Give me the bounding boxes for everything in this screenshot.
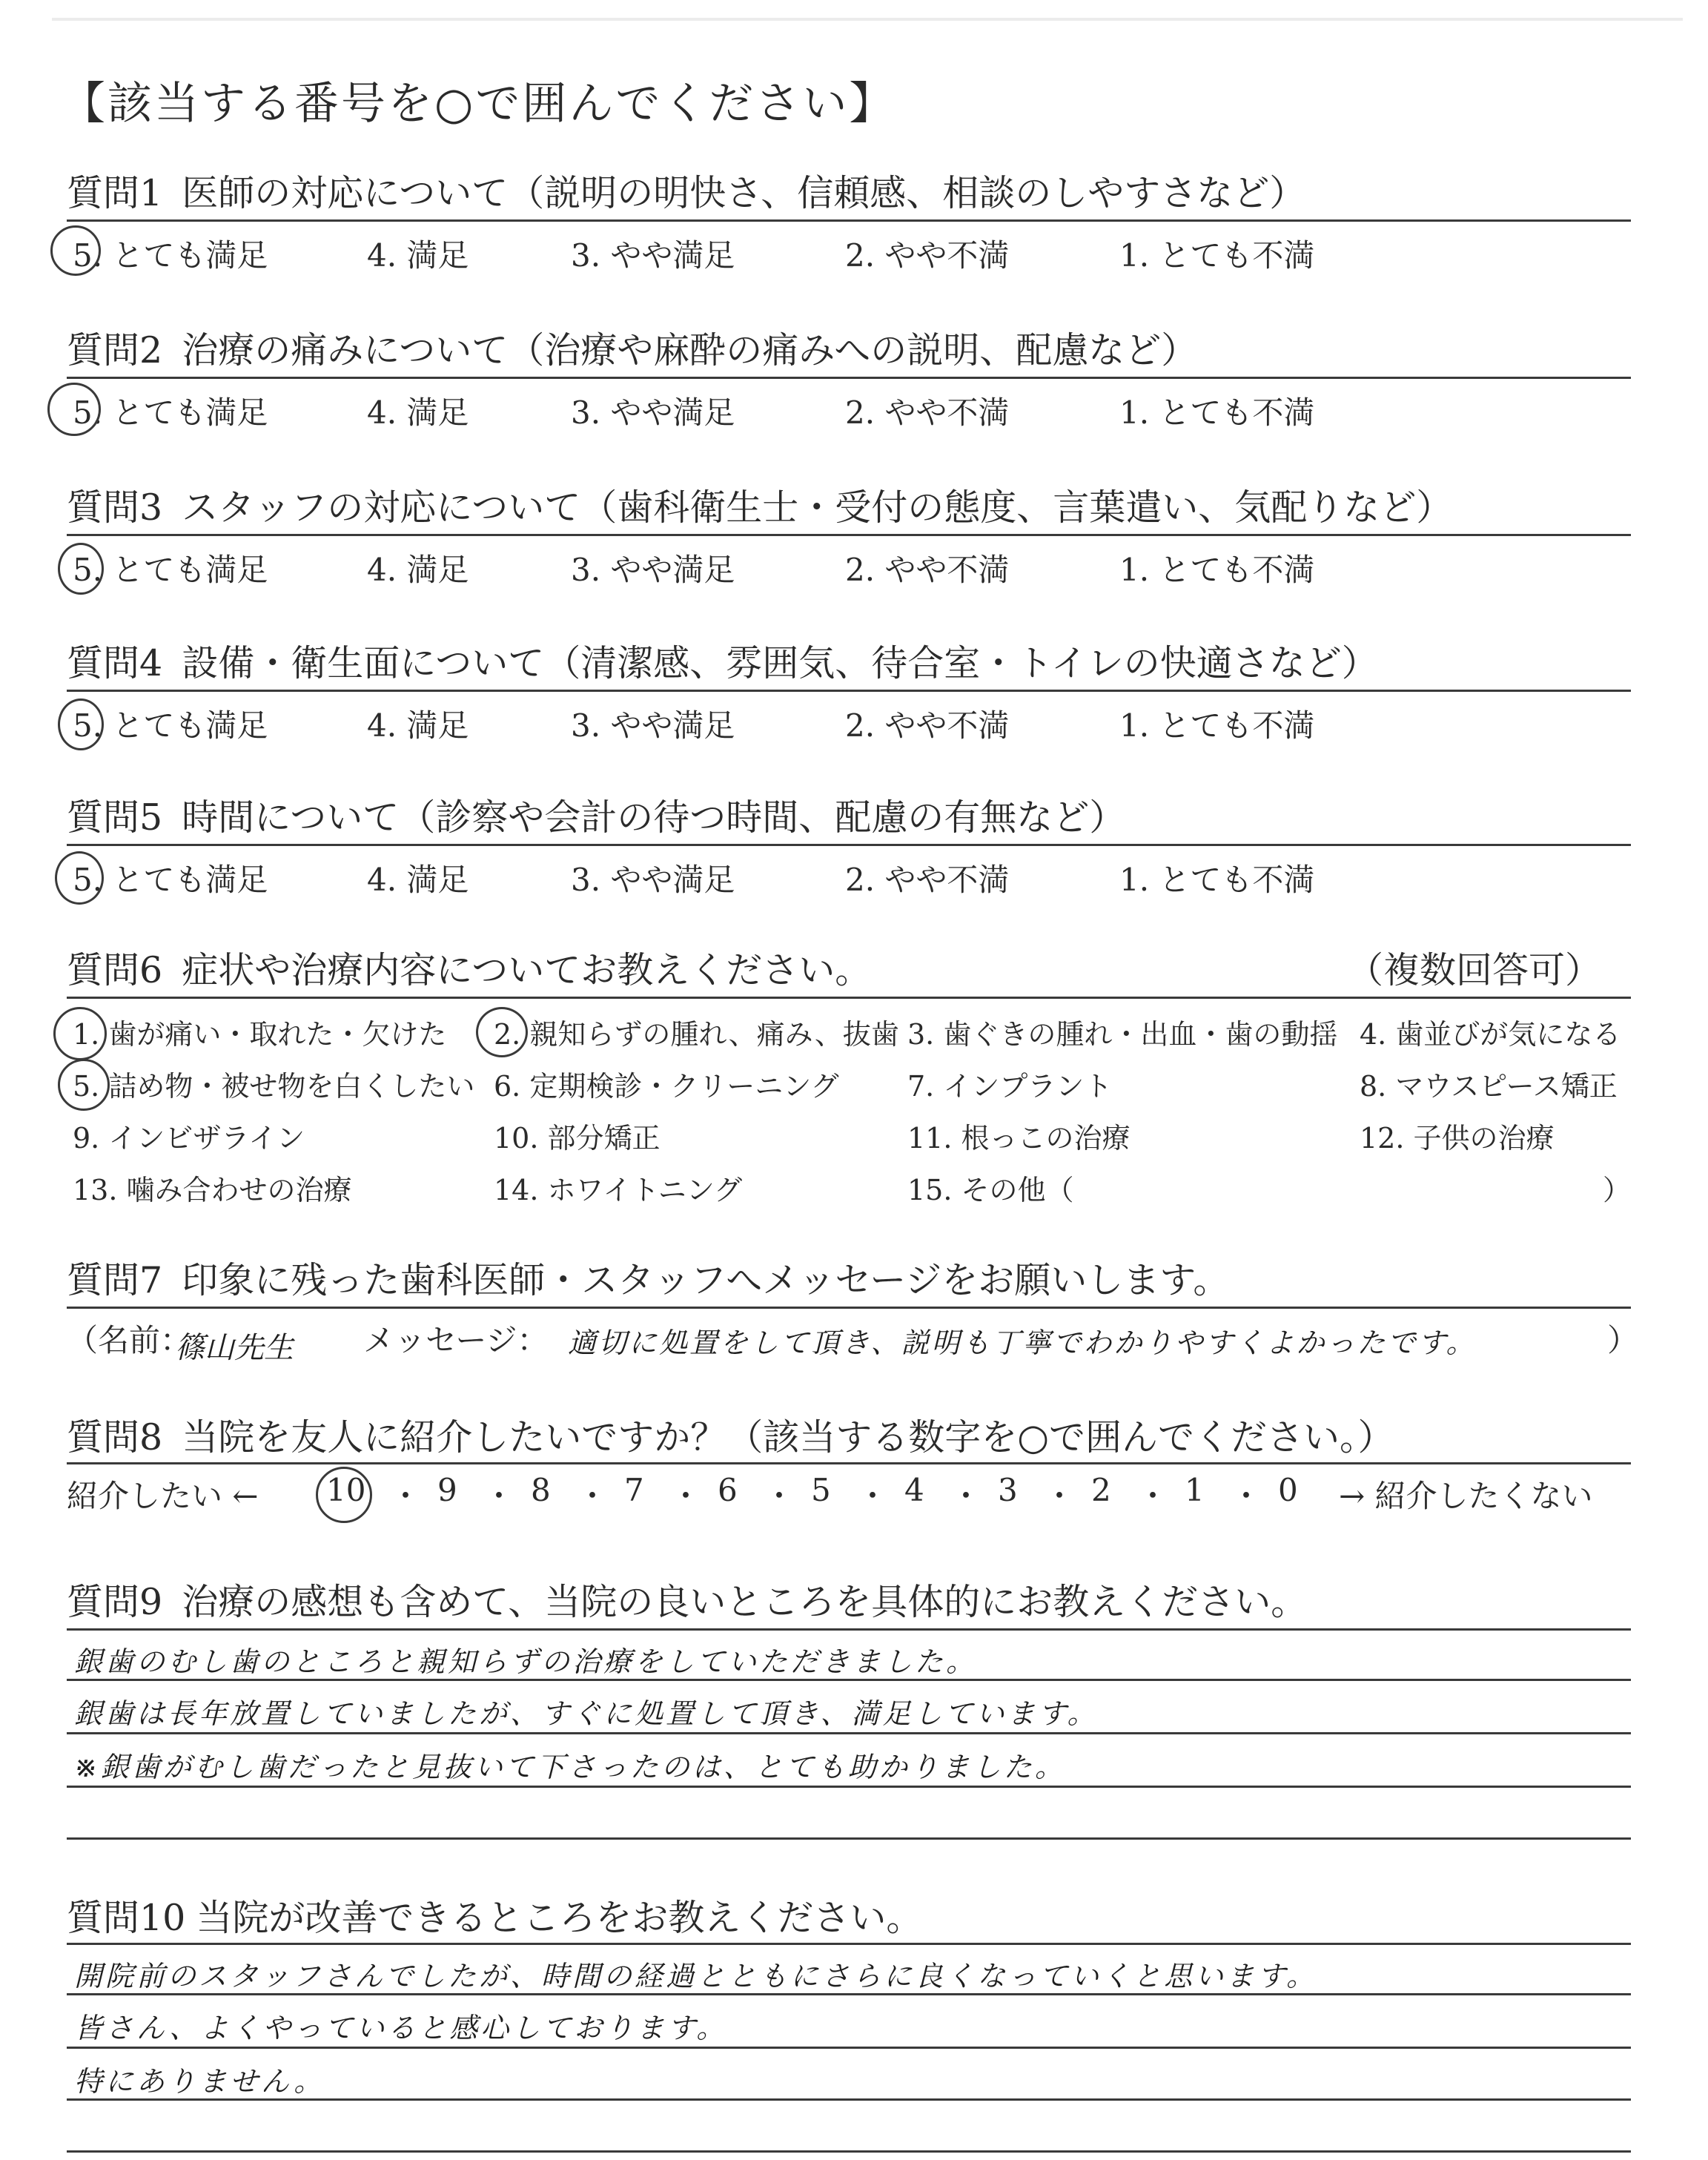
- selection-circle-mark: [47, 383, 101, 436]
- option-2[interactable]: 2. やや不満: [845, 237, 1010, 274]
- symptom-option-9[interactable]: 9. インビザライン: [73, 1122, 305, 1155]
- scale-value-10[interactable]: 10: [326, 1472, 366, 1508]
- question-9-rule: [67, 1628, 1631, 1631]
- answer-line-2[interactable]: 銀歯は長年放置していましたが、すぐに処置して頂き、満足しています。: [74, 1697, 1099, 1730]
- question-text: 症状や治療内容についてお教えください。: [182, 949, 872, 991]
- answer-rule: [67, 1993, 1631, 1995]
- option-2[interactable]: 2. やや不満: [845, 707, 1010, 744]
- selection-circle-mark: [55, 851, 104, 905]
- question-1-heading: [67, 169, 1631, 218]
- question-1: [67, 169, 1631, 218]
- scale-dot: ・: [950, 1478, 982, 1514]
- question-number: 質問2: [67, 329, 163, 371]
- question-7: [67, 1256, 1631, 1305]
- message-label-row: [363, 1316, 548, 1361]
- question-2: [67, 326, 1631, 375]
- question-number: 質問6: [67, 949, 163, 991]
- option-1[interactable]: 1. とても不満: [1119, 862, 1315, 898]
- message-close-row: [1607, 1316, 1638, 1361]
- symptom-option-7[interactable]: 7. インプラント: [907, 1070, 1113, 1103]
- option-4[interactable]: 4. 満足: [367, 707, 469, 744]
- selection-circle-mark: [50, 225, 101, 276]
- scale-dot: ・: [1137, 1478, 1169, 1514]
- answer-rule: [67, 1786, 1631, 1788]
- option-3[interactable]: 3. やや満足: [571, 552, 735, 588]
- symptom-option-11[interactable]: 11. 根っこの治療: [907, 1122, 1131, 1155]
- selection-circle-mark: [53, 1007, 107, 1060]
- scale-value-4[interactable]: 4: [904, 1472, 924, 1508]
- option-5[interactable]: 5. とても満足: [73, 237, 268, 274]
- question-9: [67, 1578, 1631, 1627]
- question-number: 質問5: [67, 796, 163, 839]
- answer-rule: [67, 1679, 1631, 1681]
- page-title: 【該当する番号を○で囲んでください】: [61, 78, 896, 130]
- scale-dot: ・: [857, 1478, 889, 1514]
- option-3[interactable]: 3. やや満足: [571, 394, 735, 431]
- symptom-option-15[interactable]: 15. その他（: [907, 1174, 1074, 1206]
- scale-value-2[interactable]: 2: [1091, 1472, 1111, 1508]
- question-number: 質問9: [67, 1581, 163, 1623]
- option-5[interactable]: 5. とても満足: [73, 707, 268, 744]
- question-text: 印象に残った歯科医師・スタッフへメッセージをお願いします。: [182, 1259, 1230, 1301]
- answer-rule: [67, 2098, 1631, 2101]
- selection-circle-mark: [58, 543, 104, 595]
- scale-value-3[interactable]: 3: [998, 1472, 1018, 1508]
- question-3: [67, 483, 1631, 532]
- question-3-rule: [67, 534, 1631, 536]
- symptom-option-14[interactable]: 14. ホワイトニング: [494, 1174, 743, 1206]
- question-text: 当院を友人に紹介したいですか？（該当する数字を○で囲んでください。）: [182, 1416, 1394, 1459]
- question-6: [67, 946, 1631, 995]
- question-text: 医師の対応について（説明の明快さ、信頼感、相談のしやすさなど）: [182, 172, 1306, 214]
- question-text: 時間について（診察や会計の待つ時間、配慮の有無など）: [182, 796, 1126, 839]
- scale-dot: ・: [1231, 1478, 1262, 1514]
- symptom-option-2[interactable]: 2. 親知らずの腫れ、痛み、抜歯: [494, 1018, 899, 1051]
- question-4-heading: [67, 639, 1631, 688]
- symptom-option-1[interactable]: 1. 歯が痛い・取れた・欠けた: [73, 1018, 447, 1051]
- symptom-option-12[interactable]: 12. 子供の治療: [1360, 1122, 1555, 1155]
- answer-line-2[interactable]: 皆さん、よくやっていると感心しております。: [74, 2012, 728, 2044]
- question-8-rule: [67, 1462, 1631, 1464]
- scale-dot: ・: [390, 1478, 422, 1514]
- option-2[interactable]: 2. やや不満: [845, 552, 1010, 588]
- scale-right-label: → 紹介したくない: [1339, 1478, 1593, 1514]
- scale-dot: ・: [1044, 1478, 1076, 1514]
- scale-dot: ・: [764, 1478, 795, 1514]
- option-1[interactable]: 1. とても不満: [1119, 552, 1315, 588]
- option-4[interactable]: 4. 満足: [367, 237, 469, 274]
- symptom-option-5[interactable]: 5. 詰め物・被せ物を白くしたい: [73, 1070, 475, 1103]
- question-5-options: [73, 856, 1629, 900]
- selection-circle-mark: [58, 1059, 110, 1111]
- question-number: 質問10: [67, 1897, 186, 1939]
- option-2[interactable]: 2. やや不満: [845, 394, 1010, 431]
- question-number: 質問7: [67, 1259, 163, 1301]
- symptom-option-13[interactable]: 13. 噛み合わせの治療: [73, 1174, 352, 1206]
- question-2-heading: [67, 326, 1631, 375]
- scale-value-9[interactable]: 9: [437, 1472, 457, 1508]
- answer-line-3[interactable]: 特にありません。: [74, 2065, 325, 2098]
- question-4-rule: [67, 690, 1631, 692]
- question-1-rule: [67, 219, 1631, 222]
- symptom-option-6[interactable]: 6. 定期検診・クリーニング: [494, 1070, 839, 1103]
- message-label: メッセージ：: [363, 1322, 549, 1358]
- question-2-options: [73, 389, 1629, 433]
- name-value[interactable]: 篠山先生: [175, 1331, 294, 1365]
- question-10-heading: [67, 1894, 1631, 1943]
- message-value[interactable]: 適切に処置をして頂き、説明も丁寧でわかりやすくよかったです。: [568, 1327, 1477, 1359]
- scale-dot: ・: [483, 1478, 515, 1514]
- question-4-options: [73, 701, 1629, 746]
- question-1-options: [73, 231, 1629, 276]
- question-7-rule: [67, 1307, 1631, 1309]
- selection-circle-mark: [476, 1007, 528, 1057]
- selection-circle-mark: [316, 1467, 372, 1523]
- scale-value-0[interactable]: 0: [1278, 1472, 1298, 1508]
- question-3-heading: [67, 483, 1631, 532]
- option-3[interactable]: 3. やや満足: [571, 707, 735, 744]
- question-8-heading: [67, 1413, 1631, 1462]
- answer-rule: [67, 1837, 1631, 1840]
- option-1[interactable]: 1. とても不満: [1119, 394, 1315, 431]
- question-text: 治療の感想も含めて、当院の良いところを具体的にお教えください。: [182, 1581, 1308, 1623]
- message-close: ）: [1607, 1322, 1639, 1358]
- option-5[interactable]: 5. とても満足: [73, 394, 268, 431]
- symptom-option-3[interactable]: 3. 歯ぐきの腫れ・出血・歯の動揺: [907, 1018, 1338, 1051]
- multiple-answer-note: （複数回答可）: [1346, 949, 1601, 991]
- option-1[interactable]: 1. とても不満: [1119, 237, 1315, 274]
- question-3-options: [73, 546, 1629, 590]
- question-8: [67, 1413, 1631, 1462]
- answer-line-3[interactable]: ※銀歯がむし歯だったと見抜いて下さったのは、とても助かりました。: [74, 1751, 1066, 1783]
- symptom-option-10[interactable]: 10. 部分矯正: [494, 1122, 661, 1155]
- answer-rule: [67, 1732, 1631, 1734]
- question-text: 治療の痛みについて（治療や麻酔の痛みへの説明、配慮など）: [182, 329, 1198, 371]
- symptom-option-4[interactable]: 4. 歯並びが気になる: [1360, 1018, 1621, 1051]
- question-10-rule: [67, 1943, 1631, 1945]
- question-10: [67, 1894, 1631, 1943]
- question-number: 質問4: [67, 642, 163, 684]
- answer-rule: [67, 2150, 1631, 2153]
- question-number: 質問8: [67, 1416, 163, 1459]
- scale-value-5[interactable]: 5: [811, 1472, 831, 1508]
- top-edge-line: [52, 18, 1683, 21]
- question-7-heading: [67, 1256, 1631, 1305]
- question-number: 質問3: [67, 486, 163, 529]
- scale-value-7[interactable]: 7: [624, 1472, 644, 1508]
- option-3[interactable]: 3. やや満足: [571, 862, 735, 898]
- option-1[interactable]: 1. とても不満: [1119, 707, 1315, 744]
- answer-line-1[interactable]: 銀歯のむし歯のところと親知らずの治療をしていただきました。: [74, 1645, 978, 1678]
- option-4[interactable]: 4. 満足: [367, 394, 469, 431]
- question-text: 設備・衛生面について（清潔感、雰囲気、待合室・トイレの快適さなど）: [182, 642, 1378, 684]
- option-5[interactable]: 5. とても満足: [73, 862, 268, 898]
- question-5-heading: [67, 793, 1631, 842]
- scale-left-label: 紹介したい ←: [67, 1478, 259, 1514]
- question-6-options: [73, 1011, 1637, 1219]
- name-label: （名前：: [67, 1322, 192, 1358]
- question-2-rule: [67, 377, 1631, 379]
- scale-value-1[interactable]: 1: [1185, 1472, 1205, 1508]
- scale-value-8[interactable]: 8: [531, 1472, 551, 1508]
- question-4: [67, 639, 1631, 688]
- question-6-rule: [67, 997, 1631, 999]
- question-6-heading: [67, 946, 1631, 995]
- referral-scale: [67, 1472, 1631, 1516]
- option-3[interactable]: 3. やや満足: [571, 237, 735, 274]
- option-5[interactable]: 5. とても満足: [73, 552, 268, 588]
- question-text: スタッフの対応について（歯科衛生士・受付の態度、言葉遣い、気配りなど）: [182, 486, 1453, 529]
- question-5: [67, 793, 1631, 842]
- answer-rule: [67, 2047, 1631, 2049]
- selection-circle-mark: [58, 698, 104, 750]
- option-4[interactable]: 4. 満足: [367, 552, 469, 588]
- scale-value-6[interactable]: 6: [718, 1472, 738, 1508]
- symptom-option-15-close: ）: [1603, 1174, 1632, 1206]
- question-5-rule: [67, 844, 1631, 846]
- option-2[interactable]: 2. やや不満: [845, 862, 1010, 898]
- symptom-option-8[interactable]: 8. マウスピース矯正: [1360, 1070, 1618, 1103]
- message-row: [67, 1316, 191, 1361]
- question-number: 質問1: [67, 172, 163, 214]
- scale-dot: ・: [577, 1478, 609, 1514]
- answer-line-1[interactable]: 開院前のスタッフさんでしたが、時間の経過とともにさらに良くなっていくと思います。: [74, 1960, 1317, 1992]
- question-9-heading: [67, 1578, 1631, 1627]
- question-text: 当院が改善できるところをお教えください。: [196, 1897, 923, 1939]
- scale-dot: ・: [670, 1478, 702, 1514]
- option-4[interactable]: 4. 満足: [367, 862, 469, 898]
